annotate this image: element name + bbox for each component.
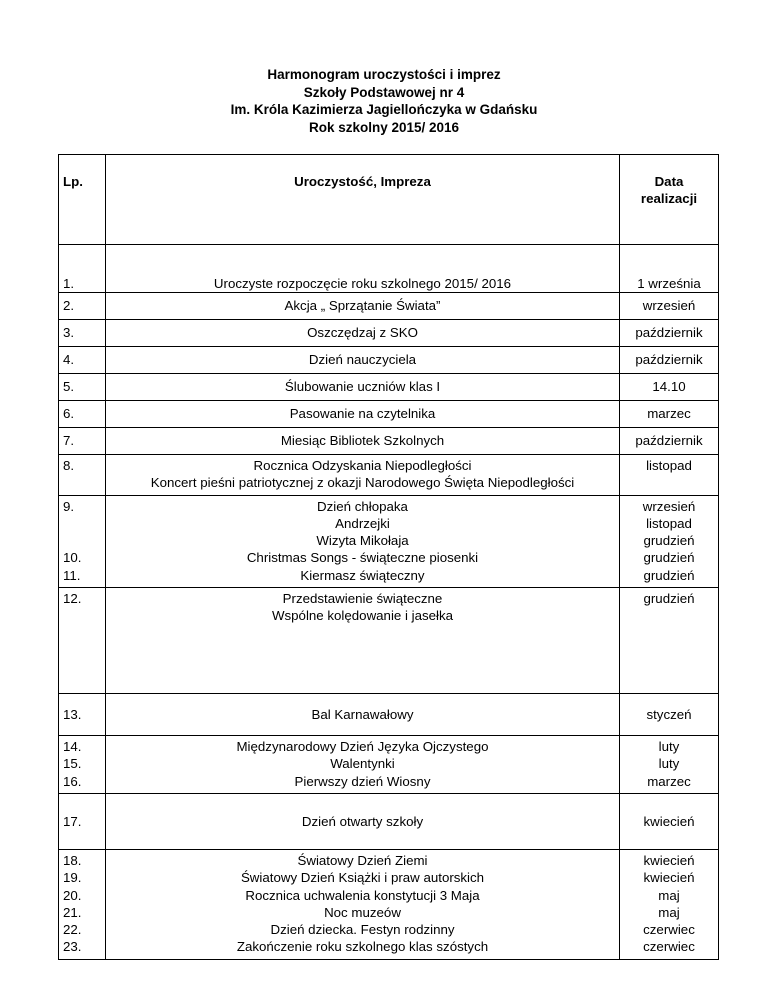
- row-number-line: 23.: [63, 939, 82, 955]
- row-date: [620, 455, 719, 496]
- row-event: [106, 293, 620, 320]
- row-date-line: 1 września: [637, 275, 701, 291]
- row-event: [106, 455, 620, 496]
- row-number: [59, 320, 106, 347]
- row-number: [59, 293, 106, 320]
- row-event: [106, 736, 620, 794]
- row-date-line: marzec: [647, 773, 691, 789]
- row-date: [620, 736, 719, 794]
- document-header: [0, 66, 768, 136]
- row-event-line: Dzień dziecka. Festyn rodzinny: [270, 922, 455, 938]
- row-date-line: październik: [635, 433, 703, 449]
- row-number-line: 8.: [63, 458, 75, 473]
- row-date: [620, 793, 719, 849]
- row-date: [620, 374, 719, 401]
- table-row: [59, 245, 719, 293]
- row-date: [620, 293, 719, 320]
- table-row: [59, 401, 719, 428]
- row-number-line: [63, 532, 101, 549]
- row-event-line: Miesiąc Bibliotek Szkolnych: [280, 433, 445, 449]
- row-event: [106, 588, 620, 694]
- row-date-line: grudzień: [643, 550, 695, 566]
- header-date-line1: Data: [654, 174, 684, 189]
- row-date: [620, 401, 719, 428]
- row-number-line: 11.: [63, 567, 81, 583]
- row-number-line: 15.: [63, 756, 82, 772]
- row-number: [59, 401, 106, 428]
- row-date: [620, 588, 719, 694]
- row-number-line: 7.: [63, 433, 75, 449]
- row-number-line: 10.: [63, 550, 82, 566]
- row-number: [59, 455, 106, 496]
- row-number-line: 22.: [63, 922, 82, 938]
- table-row: [59, 347, 719, 374]
- row-event: [106, 793, 620, 849]
- row-event-line: Dzień nauczyciela: [308, 352, 417, 368]
- row-date-line: maj: [658, 887, 680, 903]
- row-event-line: Uroczyste rozpoczęcie roku szkolnego 2015/ 2016: [213, 275, 512, 291]
- table-row: [59, 849, 719, 959]
- table-row: [59, 455, 719, 496]
- row-date-line: kwiecień: [643, 852, 695, 868]
- row-event-line: Kiermasz świąteczny: [300, 567, 425, 583]
- table-row: [59, 293, 719, 320]
- row-date: [620, 320, 719, 347]
- row-date: [620, 495, 719, 587]
- row-number-line: 3.: [63, 325, 75, 341]
- row-date-line: wrzesień: [642, 498, 696, 514]
- table-row: [59, 495, 719, 587]
- row-date: [620, 347, 719, 374]
- row-number-line: 21.: [63, 904, 82, 920]
- table-row: [59, 793, 719, 849]
- table-row: [59, 428, 719, 455]
- row-number-line: 9.: [63, 498, 75, 514]
- header-title: Harmonogram uroczystości i imprez: [267, 67, 501, 82]
- row-event-line: Światowy Dzień Książki i praw autorskich: [240, 870, 485, 886]
- row-date-line: 14.10: [652, 379, 686, 395]
- row-number: [59, 694, 106, 736]
- row-event-line: Oszczędzaj z SKO: [307, 325, 418, 341]
- row-event-line: Przedstawienie świąteczne: [282, 591, 443, 607]
- row-number: [59, 736, 106, 794]
- row-number-line: 14.: [63, 739, 82, 755]
- row-number: [59, 588, 106, 694]
- row-date-line: kwiecień: [643, 813, 695, 829]
- row-event-line: Wspólne kolędowanie i jasełka: [271, 608, 454, 624]
- row-event-line: Christmas Songs - świąteczne piosenki: [246, 550, 479, 566]
- row-event: [106, 245, 620, 293]
- row-number-line: 4.: [63, 352, 75, 368]
- row-event: [106, 694, 620, 736]
- row-number-line: 2.: [63, 298, 75, 314]
- row-event-line: Rocznica Odzyskania Niepodległości: [253, 458, 472, 473]
- row-date-line: styczeń: [646, 706, 692, 722]
- table-row: [59, 736, 719, 794]
- row-number: [59, 347, 106, 374]
- row-number-line: 1.: [63, 275, 75, 291]
- row-date-line: luty: [658, 739, 680, 755]
- row-date-line: luty: [658, 756, 680, 772]
- row-number-line: 17.: [63, 813, 82, 829]
- row-number-line: 5.: [63, 379, 75, 395]
- header-patron: Im. Króla Kazimierza Jagiellończyka w Gdańsku: [230, 102, 538, 117]
- row-event-line: Koncert pieśni patriotycznej z okazji Narodowego Święta Niepodległości: [150, 475, 575, 491]
- row-event-line: Andrzejki: [335, 515, 390, 531]
- header-event: Uroczystość, Impreza: [106, 155, 620, 245]
- row-number-line: 20.: [63, 887, 82, 903]
- header-lp: Lp.: [59, 155, 106, 245]
- row-event-line: Pierwszy dzień Wiosny: [294, 773, 431, 789]
- row-event-line: Ślubowanie uczniów klas I: [284, 379, 441, 395]
- row-event-line: Pasowanie na czytelnika: [289, 406, 436, 422]
- row-event-line: Noc muzeów: [324, 904, 401, 920]
- row-date-line: czerwiec: [643, 922, 695, 938]
- row-event-line: Światowy Dzień Ziemi: [297, 852, 428, 868]
- row-date-line: październik: [635, 325, 703, 341]
- row-event-line: Dzień chłopaka: [317, 498, 408, 514]
- row-date-line: kwiecień: [643, 870, 695, 886]
- row-number-line: 16.: [63, 773, 82, 789]
- row-date-line: maj: [658, 904, 680, 920]
- row-date-line: grudzień: [643, 533, 695, 549]
- row-event: [106, 374, 620, 401]
- row-event-line: Zakończenie roku szkolnego klas szóstych: [236, 939, 489, 955]
- row-number-line: 12.: [63, 591, 82, 607]
- table-header-row: [59, 155, 719, 245]
- row-event-line: Dzień otwarty szkoły: [301, 813, 424, 829]
- row-date-line: grudzień: [643, 591, 695, 607]
- row-number: [59, 428, 106, 455]
- row-event: [106, 320, 620, 347]
- row-number: [59, 793, 106, 849]
- row-date-line: grudzień: [643, 567, 695, 583]
- row-number: [59, 495, 106, 587]
- header-school: Szkoły Podstawowej nr 4: [303, 84, 465, 100]
- row-number-line: [63, 515, 101, 532]
- row-number-line: 18.: [63, 852, 82, 868]
- table-row: [59, 694, 719, 736]
- row-number: [59, 245, 106, 293]
- row-event-line: Międzynarodowy Dzień Języka Ojczystego: [236, 739, 489, 755]
- table-row: [59, 374, 719, 401]
- table-row: [59, 588, 719, 694]
- row-date-line: marzec: [647, 406, 691, 422]
- row-date-line: czerwiec: [643, 939, 695, 955]
- row-number: [59, 849, 106, 959]
- table-row: [59, 320, 719, 347]
- row-event: [106, 347, 620, 374]
- header-date: [620, 155, 719, 245]
- row-event-line: Wizyta Mikołaja: [316, 533, 409, 549]
- row-date-line: październik: [635, 352, 703, 368]
- header-school-year: Rok szkolny 2015/ 2016: [308, 119, 460, 135]
- row-event: [106, 401, 620, 428]
- row-date-line: listopad: [646, 515, 692, 531]
- row-number-line: 6.: [63, 406, 75, 422]
- row-date-line: wrzesień: [642, 298, 696, 314]
- row-date: [620, 694, 719, 736]
- row-date: [620, 428, 719, 455]
- row-event-line: Bal Karnawałowy: [311, 706, 414, 722]
- row-event: [106, 495, 620, 587]
- row-date: [620, 849, 719, 959]
- schedule-table: [58, 154, 719, 960]
- row-number-line: 13.: [63, 706, 82, 722]
- row-date: [620, 245, 719, 293]
- row-date-line: listopad: [646, 458, 692, 473]
- row-event: [106, 849, 620, 959]
- row-event-line: Walentynki: [330, 756, 395, 772]
- row-event: [106, 428, 620, 455]
- row-event-line: Rocznica uchwalenia konstytucji 3 Maja: [245, 887, 480, 903]
- row-event-line: Akcja „ Sprzątanie Świata”: [284, 298, 441, 314]
- row-number: [59, 374, 106, 401]
- header-date-line2: realizacji: [640, 191, 698, 207]
- row-number-line: 19.: [63, 870, 82, 886]
